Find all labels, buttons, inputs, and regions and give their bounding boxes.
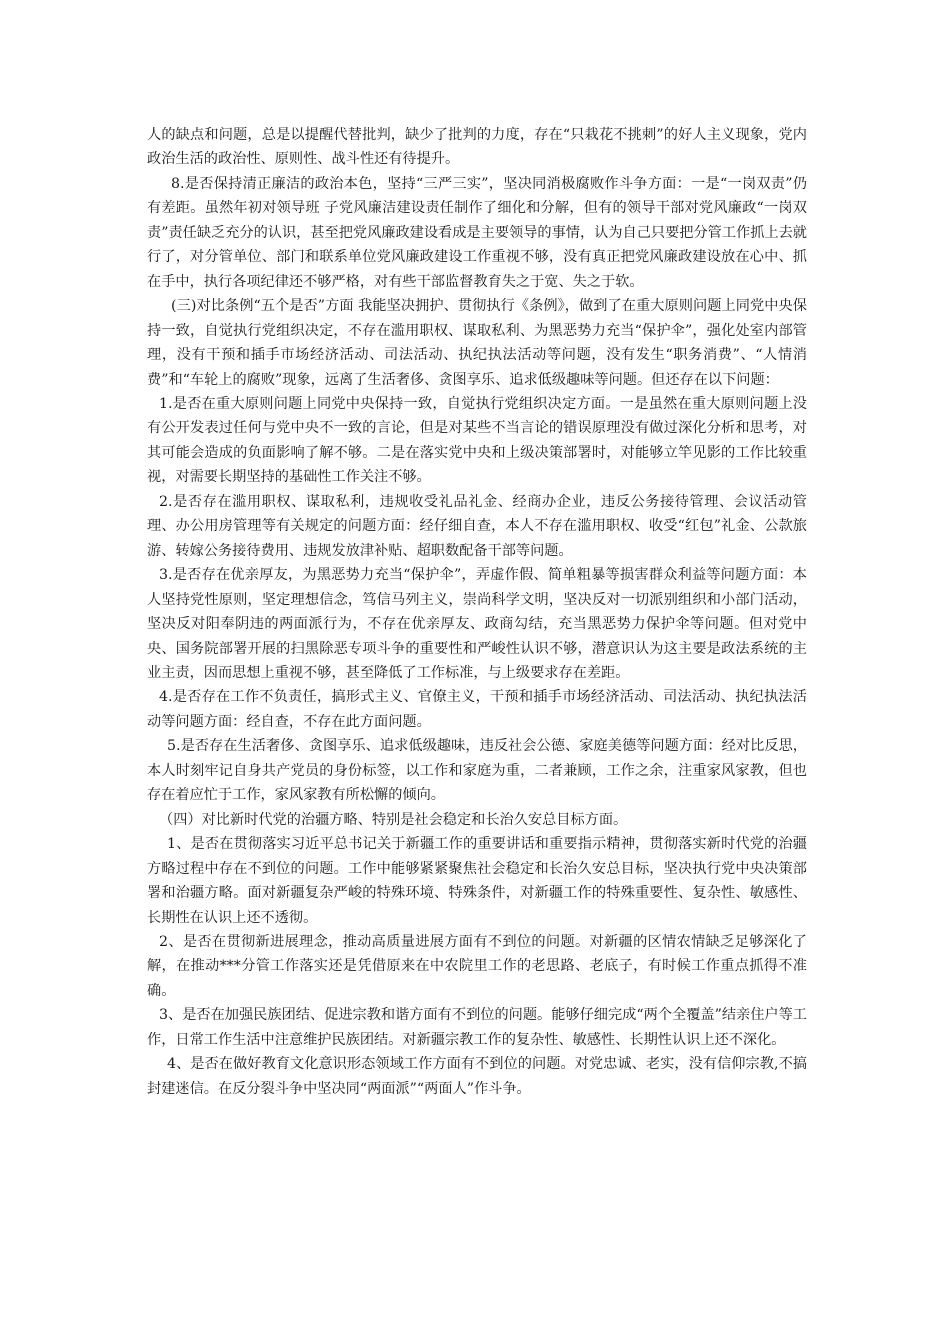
paragraph-2: 8.是否保持清正廉洁的政治本色，坚持“三严三实”，坚决同消极腐败作斗争方面：一是“一岗双责”仍有差距。虽然年初对领导班 子党风廉洁建设责任制作了细化和分解，但有的领导干部对党风廉政“一岗双责”责任缺乏充分的认识，甚至把党风廉政建设看成是主要领导的事情，认为自己只要把分管工作抓上去就行了，对分管单位、部门和联系单位党风廉政建设工作重视不够，没有真正把党风廉政建设放在心中、抓在手中，执行各项纪律还不够严格，对有些干部监督教育失之于宽、失之于软。 (147, 175, 807, 290)
paragraph-10: 1、是否在贯彻落实习近平总书记关于新疆工作的重要讲话和重要指示精神，贯彻落实新时代党的治疆方略过程中存在不到位的问题。工作中能够紧紧聚焦社会稳定和长治久安总目标，坚决执行党中央决策部署和治疆方略。面对新疆复杂严峻的特殊环境、特殊条件，对新疆工作的特殊重要性、复杂性、敏感性、长期性在认识上还不透彻。 (147, 836, 807, 926)
paragraph-3: (三)对比条例“五个是否”方面 我能坚决拥护、贯彻执行《条例》，做到了在重大原则问题上同党中央保持一致，自觉执行党组织决定，不存在滥用职权、谋取私利、为黑恶势力充当“保护伞”，强化处室内部管理，没有干预和插手市场经济活动、司法活动、执纪执法活动等问题，没有发生“职务消费”、“人情消费”和“车轮上的腐败”现象，远离了生活奢侈、贪图享乐、追求低级趣味等问题。但还存在以下问题： (147, 298, 807, 388)
paragraph-4: 1.是否在重大原则问题上同党中央保持一致，自觉执行党组织决定方面。一是虽然在重大原则问题上没有公开发表过任何与党中央不一致的言论，但是对某些不当言论的错误原理没有做过深化分析和思考，对其可能会造成的负面影响了解不够。二是在落实党中央和上级决策部署时，对能够立竿见影的工作比较重视，对需要长期坚持的基础性工作关注不够。 (147, 395, 807, 486)
paragraph-12: 3、是否在加强民族团结、促进宗教和谐方面有不到位的问题。能够仔细完成“两个全覆盖”结亲住户等工作，日常工作生活中注意维护民族团结。对新疆宗教工作的复杂性、敏感性、长期性认识上还不深化。 (147, 1007, 807, 1048)
document-page (147, 123, 807, 1101)
paragraph-1: 人的缺点和问题，总是以提醒代替批判，缺少了批判的力度，存在“只栽花不挑刺”的好人主义现象，党内政治生活的政治性、原则性、战斗性还有待提升。 (147, 127, 807, 168)
paragraph-5: 2.是否存在滥用职权、谋取私利，违规收受礼品礼金、经商办企业，违反公务接待管理、会议活动管理、办公用房管理等有关规定的问题方面：经仔细自查，本人不存在滥用职权、收受“红包”礼金、公款旅游、转嫁公务接待费用、违规发放津补贴、超职数配备干部等问题。 (147, 493, 807, 559)
paragraph-7: 4.是否存在工作不负责任，搞形式主义、官僚主义，干预和插手市场经济活动、司法活动、执纪执法活动等问题方面：经自查，不存在此方面问题。 (147, 689, 807, 730)
paragraph-6: 3.是否存在优亲厚友，为黑恶势力充当“保护伞”，弄虚作假、简单粗暴等损害群众利益等问题方面：本人坚持党性原则，坚定理想信念，笃信马列主义，崇尚科学文明，坚决反对一切派别组织和小部门活动，坚决反对阳奉阴违的两面派行为，不存在优亲厚友、政商勾结，充当黑恶势力保护伞等问题。但对党中央、国务院部署开展的扫黑除恶专项斗争的重要性和严峻性认识不够，潜意识认为这主要是政法系统的主业主责，因而思想上重视不够，甚至降低了工作标准，与上级要求存在差距。 (147, 567, 807, 681)
paragraph-11: 2、是否在贯彻新进展理念，推动高质量进展方面有不到位的问题。对新疆的区情农情缺乏足够深化了解，在推动***分管工作落实还是凭借原来在中农院里工作的老思路、老底子，有时候工作重点抓得不准确。 (147, 933, 807, 999)
paragraph-8: 5.是否存在生活奢侈、贪图享乐、追求低级趣味，违反社会公德、家庭美德等问题方面：经对比反思，本人时刻牢记自身共产党员的身份标签，以工作和家庭为重，二者兼顾，工作之余，注重家风家教，但也存在着应忙于工作，家风家教有所松懈的倾向。 (147, 738, 807, 804)
paragraph-13: 4、是否在做好教育文化意识形态领域工作方面有不到位的问题。对党忠诚、老实，没有信仰宗教,不搞封建迷信。在反分裂斗争中坚决同“两面派”“两面人”作斗争。 (147, 1056, 807, 1097)
paragraph-9: （四）对比新时代党的治疆方略、特别是社会稳定和长治久安总目标方面。 (159, 811, 628, 828)
